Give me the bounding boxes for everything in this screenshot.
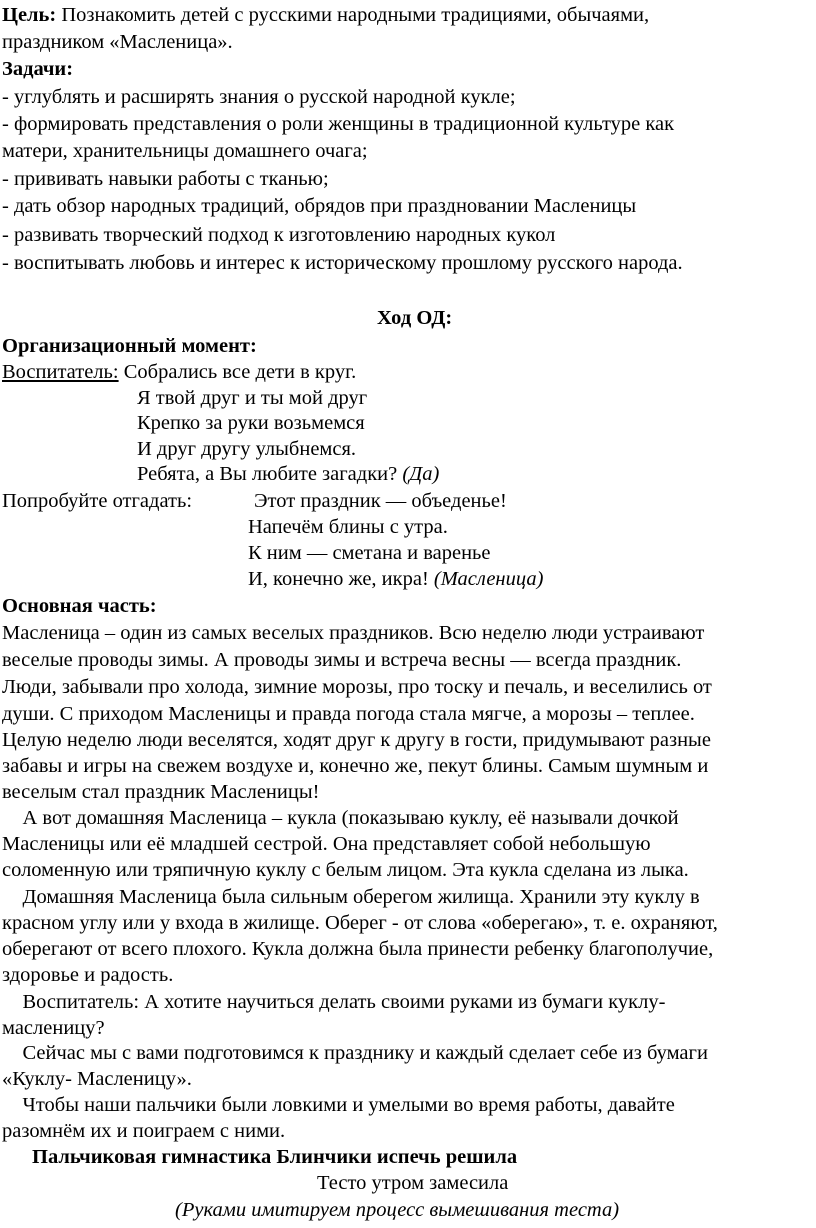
riddle-line: Этот праздник — объеденье! <box>254 490 507 512</box>
task-item: - углублять и расширять знания о русской народной кукле; <box>2 86 516 108</box>
main-line: А вот домашняя Масленица – кукла (показываю куклу, её называли дочкой <box>2 807 679 829</box>
riddle-line: Напечём блины с утра. <box>248 516 448 538</box>
main-line: Домашняя Масленица была сильным оберегом жилища. Хранили эту куклу в <box>2 886 700 908</box>
task-item: матери, хранительницы домашнего очага; <box>2 140 368 162</box>
goal-line-1 <box>2 2 649 28</box>
main-line: разомнём их и поиграем с ними. <box>2 1120 286 1142</box>
main-line: оберегают от всего плохого. Кукла должна была принести ребенку благополучие, <box>2 938 714 960</box>
riddle-line: И, конечно же, икра! (Масленица) <box>248 568 544 590</box>
main-line: веселые проводы зимы. А проводы зимы и встреча весны — всегда праздник. <box>2 649 682 671</box>
gym-note: (Руками имитируем процесс вымешивания теста) <box>175 1199 620 1221</box>
main-line: души. С приходом Масленицы и правда погода стала мягче, а морозы – теплее. <box>2 703 695 725</box>
verse-line: И друг другу улыбнемся. <box>137 438 357 460</box>
main-line: Воспитатель: А хотите научиться делать своими руками из бумаги куклу- <box>2 991 666 1013</box>
main-line: соломенную или тряпичную куклу с белым лицом. Эта кукла сделана из лыка. <box>2 859 689 881</box>
main-line: веселым стал праздник Масленицы! <box>2 781 320 803</box>
goal-text: Познакомить детей с русскими народными традициями, обычаями, <box>56 4 650 26</box>
main-line: Люди, забывали про холода, зимние морозы, про тоску и печаль, и веселились от <box>2 676 712 698</box>
main-line: забавы и игры на свежем воздухе и, конечно же, пекут блины. Самым шумным и <box>2 755 709 777</box>
task-item: - дать обзор народных традиций, обрядов при праздновании Масленицы <box>2 195 637 217</box>
answer-maslenitsa: (Масленица) <box>433 568 544 590</box>
main-line: здоровье и радость. <box>2 964 174 986</box>
org-heading: Организационный момент: <box>2 335 257 357</box>
org-line-1: Воспитатель: Собрались все дети в круг. <box>2 361 357 383</box>
goal-label: Цель: <box>2 4 57 26</box>
main-line: Чтобы наши пальчики были ловкими и умелыми во время работы, давайте <box>2 1094 675 1116</box>
main-line: Сейчас мы с вами подготовимся к празднику и каждый сделает себе из бумаги <box>2 1042 708 1064</box>
task-item: - формировать представления о роли женщины в традиционной культуре как <box>2 113 675 135</box>
task-item: - прививать навыки работы с тканью; <box>2 168 329 190</box>
main-line: «Куклу- Масленицу». <box>2 1068 192 1090</box>
main-heading: Основная часть: <box>2 595 157 617</box>
main-line: масленицу? <box>2 1017 105 1039</box>
riddle-line: К ним — сметана и варенье <box>248 542 491 564</box>
goal-line-2: праздником «Масленица». <box>2 31 233 53</box>
gym-line: Тесто утром замесила <box>317 1172 509 1194</box>
riddle-intro: Попробуйте отгадать: <box>2 490 193 512</box>
speaker-label: Воспитатель: <box>2 361 119 383</box>
answer-da: (Да) <box>402 463 440 485</box>
verse-line: Ребята, а Вы любите загадки? (Да) <box>137 463 440 485</box>
tasks-heading: Задачи: <box>2 58 74 80</box>
main-line: красном углу или у входа в жилище. Оберег - от слова «оберегаю», т. е. охраняют, <box>2 912 718 934</box>
task-item: - воспитывать любовь и интерес к историческому прошлому русского народа. <box>2 252 683 274</box>
verse-line: Крепко за руки возьмемся <box>137 412 365 434</box>
verse-line: Я твой друг и ты мой друг <box>137 387 368 409</box>
course-title: Ход ОД: <box>377 307 453 329</box>
main-line: Масленицы или её младшей сестрой. Она представляет собой небольшую <box>2 833 651 855</box>
gym-title: Пальчиковая гимнастика Блинчики испечь решила <box>32 1146 518 1168</box>
main-line: Целую неделю люди веселятся, ходят друг к другу в гости, придумывают разные <box>2 729 711 751</box>
main-line: Масленица – один из самых веселых праздников. Всю неделю люди устраивают <box>2 622 705 644</box>
task-item: - развивать творческий подход к изготовлению народных кукол <box>2 224 556 246</box>
